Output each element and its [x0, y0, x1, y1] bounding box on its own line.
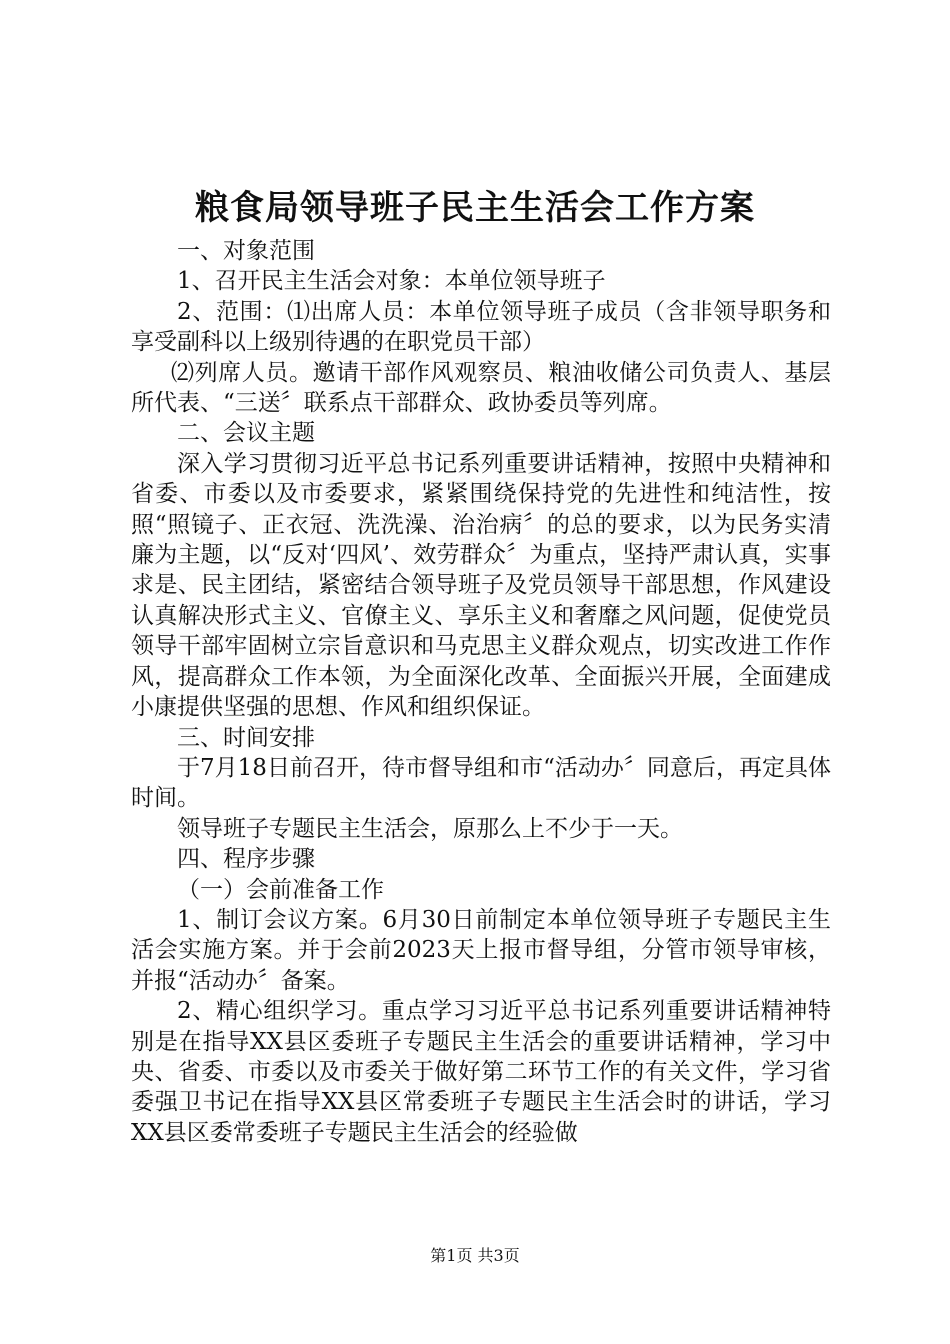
paragraph: 1、制订会议方案。6月30日前制定本单位领导班子专题民主生活会实施方案。并于会前2023天上报市督导组，分管市领导审核，并报“活动办〞备案。 — [131, 906, 831, 994]
page-footer: 第1页 共3页 — [430, 1246, 520, 1265]
paragraph: 深入学习贯彻习近平总书记系列重要讲话精神，按照中央精神和省委、市委以及市委要求，紧紧围绕保持党的先进性和纯洁性，按照“照镜子、正衣冠、洗洗澡、治治病〞的总的要求，以为民务实清廉为主题，以“反对‘四风’、效劳群众〞为重点，坚持严肃认真，实事求是、民主团结，紧密结合领导班子及党员领导干部思想，作风建设认真解决形式主义、官僚主义、享乐主义和奢靡之风问题，促使党员领导干部牢固树立宗旨意识和马克思主义群众观点，切实改进工作作风，提高群众工作本领，为全面深化改革、全面振兴开展，全面建成小康提供坚强的思想、作风和组织保证。 — [131, 450, 831, 721]
paragraph: 领导班子专题民主生活会，原那么上不少于一天。 — [177, 815, 683, 842]
paragraph: 2、精心组织学习。重点学习习近平总书记系列重要讲话精神特别是在指导XX县区委班子专题民主生活会的重要讲话精神，学习中央、省委、市委以及市委关于做好第二环节工作的有关文件，学习省委强卫书记在指导XX县区常委班子专题民主生活会时的讲话，学习XX县区委常委班子专题民主生活会的经验做 — [131, 998, 831, 1146]
paragraph: 于7月18日前召开，待市督导组和市“活动办〞同意后，再定具体时间。 — [131, 754, 831, 812]
document-body — [131, 236, 831, 1148]
paragraph: ⑵列席人员。邀请干部作风观察员、粮油收储公司负责人、基层所代表、“三送〞联系点干部群众、政协委员等列席。 — [131, 359, 831, 417]
document-title: 粮食局领导班子民主生活会工作方案 — [195, 188, 755, 228]
subsection-heading: （一）会前准备工作 — [177, 876, 384, 903]
section-heading: 二、会议主题 — [177, 420, 315, 447]
section-heading: 四、程序步骤 — [177, 846, 315, 873]
paragraph: 1、召开民主生活会对象：本单位领导班子 — [177, 268, 606, 295]
section-heading: 一、对象范围 — [177, 238, 315, 264]
paragraph: 2、范围：⑴出席人员：本单位领导班子成员（含非领导职务和享受副科以上级别待遇的在职党员干部） — [131, 298, 831, 356]
section-heading: 三、时间安排 — [177, 724, 315, 751]
